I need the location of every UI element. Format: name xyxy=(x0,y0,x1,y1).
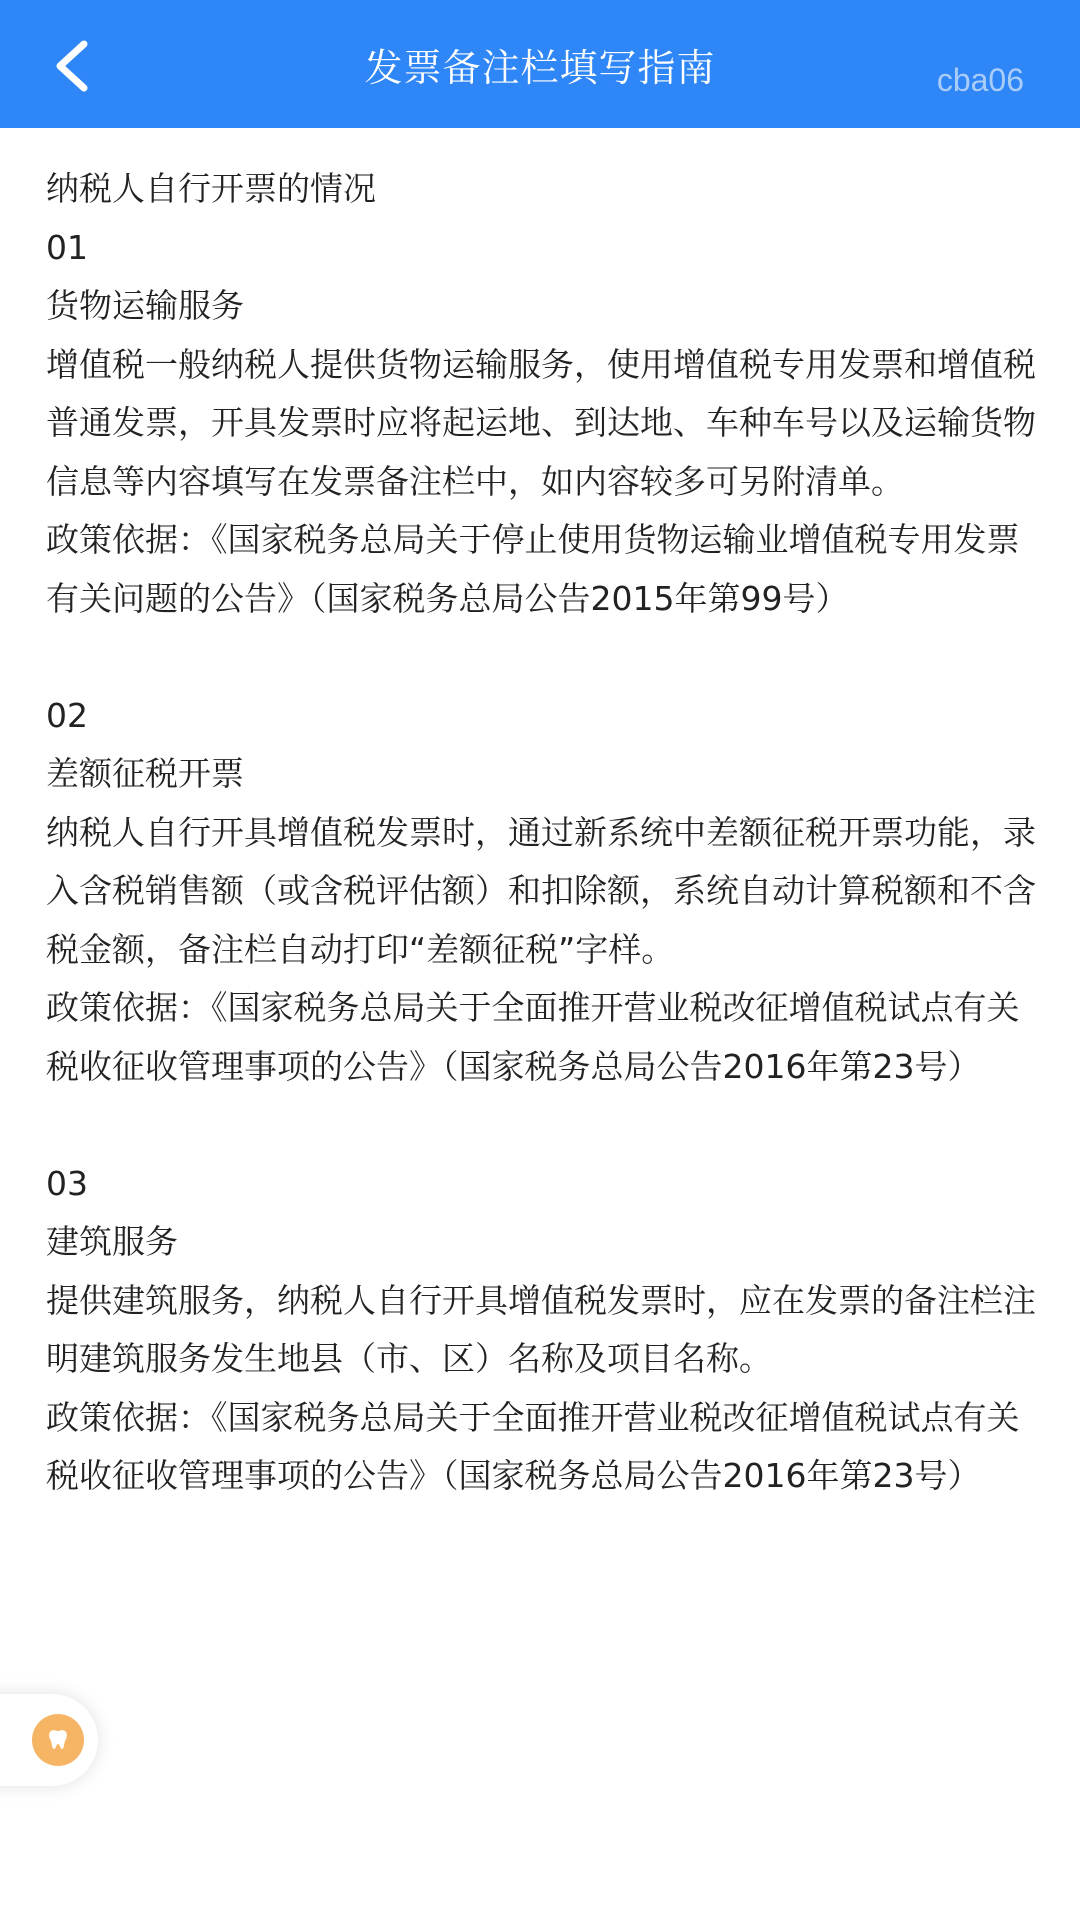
article-content xyxy=(46,160,1036,1506)
section-gap xyxy=(46,1096,1036,1155)
section-02 xyxy=(46,687,1036,1097)
section-03 xyxy=(46,1155,1036,1506)
section-01 xyxy=(46,219,1036,629)
section-body: 提供建筑服务，纳税人自行开具增值税发票时，应在发票的备注栏注明建筑服务发生地县（市、区）名称及项目名称。 xyxy=(46,1280,1036,1378)
section-body: 纳税人自行开具增值税发票时，通过新系统中差额征税开票功能，录入含税销售额（或含税评估额）和扣除额，系统自动计算税额和不含税金额，备注栏自动打印“差额征税”字样。 xyxy=(46,812,1036,969)
section-title: 建筑服务 xyxy=(46,1222,178,1261)
tooth-icon xyxy=(32,1714,84,1766)
article-heading: 纳税人自行开票的情况 xyxy=(46,169,376,208)
chevron-left-icon xyxy=(52,40,92,92)
section-number: 02 xyxy=(46,695,88,735)
section-title: 差额征税开票 xyxy=(46,754,244,793)
policy-basis: 政策依据：《国家税务总局关于停止使用货物运输业增值税专用发票有关问题的公告》（国家税务总局公告2015年第99号） xyxy=(46,520,1020,618)
section-number: 01 xyxy=(46,227,88,267)
section-number: 03 xyxy=(46,1163,88,1203)
back-button[interactable] xyxy=(40,34,104,98)
page-title: 发票备注栏填写指南 xyxy=(364,46,716,90)
floating-assistant-button[interactable] xyxy=(0,1694,98,1786)
section-body: 增值税一般纳税人提供货物运输服务，使用增值税专用发票和增值税普通发票，开具发票时应将起运地、到达地、车种车号以及运输货物信息等内容填写在发票备注栏中，如内容较多可另附清单。 xyxy=(46,344,1036,501)
policy-basis: 政策依据：《国家税务总局关于全面推开营业税改征增值税试点有关税收征收管理事项的公告》（国家税务总局公告2016年第23号） xyxy=(46,1397,1020,1495)
section-gap xyxy=(46,628,1036,687)
watermark: cba06 xyxy=(936,62,1024,98)
app-header xyxy=(0,0,1080,128)
policy-basis: 政策依据：《国家税务总局关于全面推开营业税改征增值税试点有关税收征收管理事项的公告》（国家税务总局公告2016年第23号） xyxy=(46,988,1020,1086)
section-title: 货物运输服务 xyxy=(46,286,244,325)
